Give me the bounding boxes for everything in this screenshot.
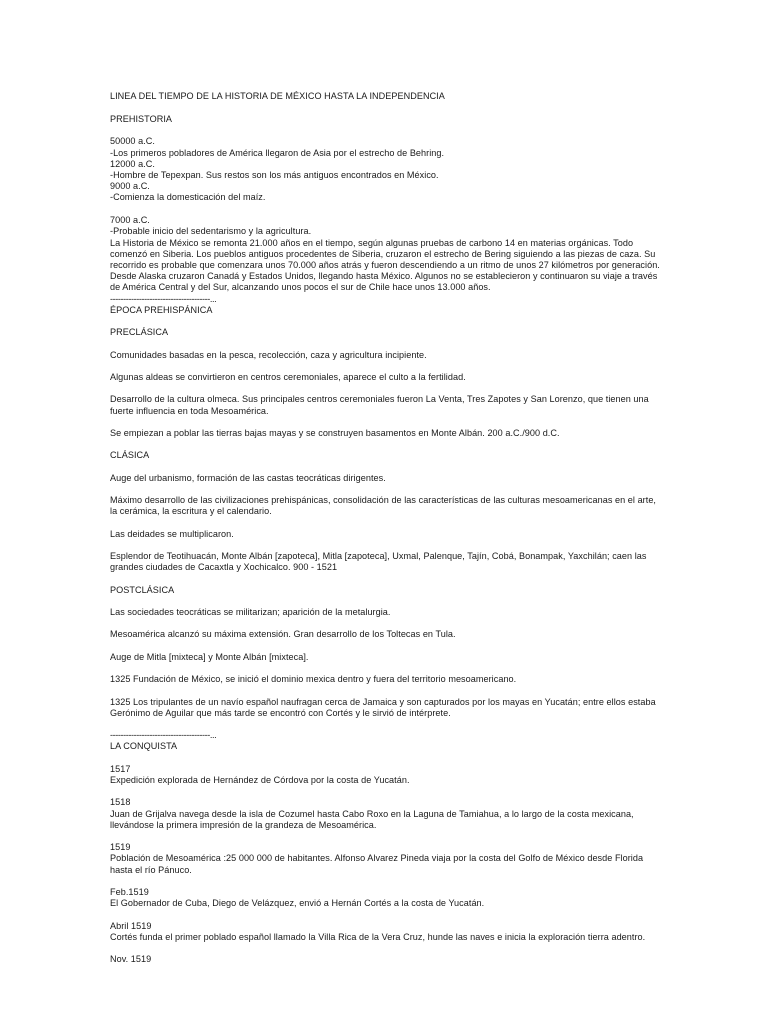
timeline-year: 7000 a.C. — [110, 215, 150, 226]
paragraph: Auge de Mitla [mixteca] y Monte Albán [mixteca]. — [110, 651, 309, 662]
timeline-year: 1518 — [110, 797, 131, 808]
paragraph: 1325 Fundación de México, se inició el dominio mexica dentro y fuera del territorio mesoamericano. — [110, 674, 517, 685]
paragraph: Esplendor de Teotihuacán, Monte Albán [zapoteca], Mitla [zapoteca], Uxmal, Palenque, Tajín, Cobá, Bonampak, Yaxchilán; caen las grandes ciudades de Cacaxtla y Xochicalco. 900 - 1521 — [110, 551, 647, 573]
timeline-event: Cortés funda el primer poblado español llamado la Villa Rica de la Vera Cruz, hunde las naves e inicia la exploración tierra adentro. — [110, 931, 646, 942]
timeline-year: 1517 — [110, 763, 131, 774]
timeline-event: El Gobernador de Cuba, Diego de Velázquez, envió a Hernán Cortés a la costa de Yucatán. — [110, 898, 485, 909]
subsection-heading: CLÁSICA — [110, 450, 150, 461]
timeline-event: -Comienza la domesticación del maíz. — [110, 192, 266, 203]
paragraph: Comunidades basadas en la pesca, recolección, caza y agricultura incipiente. — [110, 349, 427, 360]
timeline-event: -Probable inicio del sedentarismo y la agricultura. — [110, 226, 312, 237]
paragraph: Las sociedades teocráticas se militarizan; aparición de la metalurgia. — [110, 607, 391, 618]
document-body — [110, 91, 660, 965]
document-title: LINEA DEL TIEMPO DE LA HISTORIA DE MÉXICO HASTA LA INDEPENDENCIA — [110, 91, 445, 101]
subsection-heading: PRECLÁSICA — [110, 327, 169, 338]
subsection-heading: POSTCLÁSICA — [110, 584, 175, 595]
timeline-event: Juan de Grijalva navega desde la isla de Cozumel hasta Cabo Roxo en la Laguna de Tamiahua, a lo largo de la costa mexicana, llevándose la primera impresión de la grandeza de Mesoamérica. — [110, 808, 634, 830]
timeline-year: 9000 a.C. — [110, 181, 150, 192]
timeline-year: 12000 a.C. — [110, 158, 155, 169]
timeline-year: Abril 1519 — [110, 920, 152, 931]
timeline-year: 50000 a.C. — [110, 136, 155, 147]
paragraph: Algunas aldeas se convirtieron en centros ceremoniales, aparece el culto a la fertilidad. — [110, 371, 466, 382]
timeline-event: -Los primeros pobladores de América llegaron de Asia por el estrecho de Behring. — [110, 147, 445, 158]
paragraph: 1325 Los tripulantes de un navío español naufragan cerca de Jamaica y son capturados por los mayas en Yucatán; entre ellos estaba Gerónimo de Aguilar que más tarde se encontró con Cortés y le sirvió de intérprete. — [110, 696, 656, 718]
timeline-year: Nov. 1519 — [110, 954, 152, 965]
paragraph: Las deidades se multiplicaron. — [110, 528, 234, 539]
section-heading: PREHISTORIA — [110, 113, 173, 124]
section-heading: LA CONQUISTA — [110, 741, 178, 752]
paragraph: Auge del urbanismo, formación de las castas teocráticas dirigentes. — [110, 472, 386, 483]
paragraph: Mesoamérica alcanzó su máxima extensión. Gran desarrollo de los Toltecas en Tula. — [110, 629, 456, 640]
section-heading: ÉPOCA PREHISPÁNICA — [110, 304, 213, 315]
timeline-year: 1519 — [110, 842, 131, 853]
paragraph: La Historia de México se remonta 21.000 años en el tiempo, según algunas pruebas de carbono 14 en materias orgánicas. Todo comenzó en Siberia. Los pueblos antiguos procedentes de Siberia, cruzaron el estrecho de Bering siguiendo a las piezas de caza. Su recorrido es probable que comenzara unos 70.000 años atrás y fueron descendiendo a un ritmo de unos 27 kilómetros por generación. Desde Alaska cruzaron Canadá y Estados Unidos, llegando hasta México. Algunos no se establecieron y continuaron su viaje a través de América Central y del Sur, alcanzando unos pocos el sur de Chile hace unos 13.000 años. — [110, 237, 660, 293]
paragraph: Se empiezan a poblar las tierras bajas mayas y se construyen basamentos en Monte Albán. 200 a.C./900 d.C. — [110, 427, 560, 438]
paragraph: Desarrollo de la cultura olmeca. Sus principales centros ceremoniales fueron La Venta, Tres Zapotes y San Lorenzo, que tienen una fuerte influencia en toda Mesoamérica. — [110, 394, 649, 416]
timeline-event: -Hombre de Tepexpan. Sus restos son los más antiguos encontrados en México. — [110, 170, 439, 181]
separator: --------------------------------------... — [110, 730, 217, 741]
separator: --------------------------------------... — [110, 293, 217, 304]
timeline-event: Población de Mesoamérica :25 000 000 de habitantes. Alfonso Alvarez Pineda viaja por la costa del Golfo de México desde Florida hasta el río Pánuco. — [110, 853, 644, 875]
timeline-event: Expedición explorada de Hernández de Córdova por la costa de Yucatán. — [110, 775, 410, 785]
paragraph: Máximo desarrollo de las civilizaciones prehispánicas, consolidación de las características de las culturas mesoamericanas en el arte, la cerámica, la escritura y el calendario. — [110, 495, 657, 517]
timeline-year: Feb.1519 — [110, 886, 149, 897]
